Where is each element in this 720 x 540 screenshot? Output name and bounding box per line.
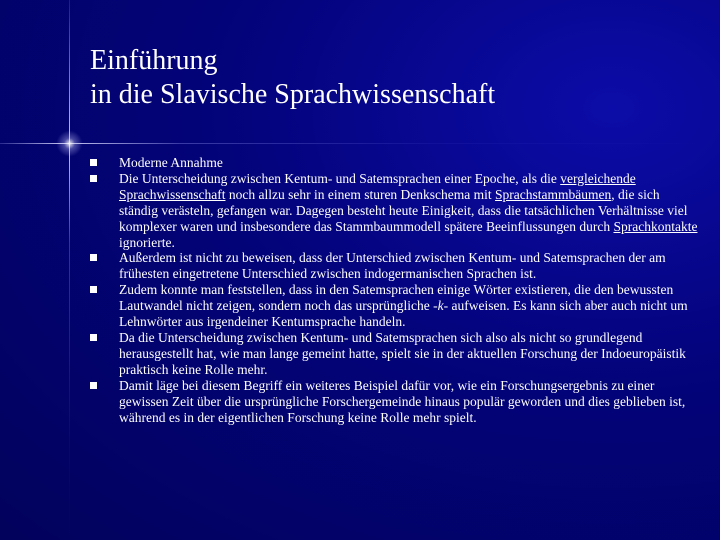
decorative-star-glow (54, 128, 85, 159)
bullet-list (90, 155, 698, 425)
bullet-text: aufweisen. Es kann sich aber auch nicht um Lehnwörter aus irgendeiner Kentumsprache handeln. (119, 298, 688, 330)
bullet-text: Die Unterscheidung zwischen Kentum- und Satemsprachen einer Epoche, als die (119, 170, 561, 186)
link-sprachkontakte[interactable]: Sprachkontakte (613, 218, 698, 234)
bullet-text: Moderne Annahme (119, 155, 223, 170)
bullet-text: Da die Unterscheidung zwischen Kentum- und Satemsprachen sich also als nicht so grundlegend herausgestellt hat, wie man lange gemeint hatte, spielt sie in der aktuellen Forschung der Indoeuropäistik praktisch keine Rolle mehr. (119, 329, 686, 377)
link-vergleichende-sprachwissenschaft[interactable]: vergleichende Sprachwissenschaft (119, 170, 636, 202)
bullet-text: , die sich ständig verästeln, gefangen war. Dagegen besteht heute Einigkeit, dass die tatsächlichen Verhältnisse viel komplexer waren und insbesondere das Stammbaummodell spätere Beeinflussungen durch (119, 186, 688, 234)
slide-title-line-2: in die Slavische Sprachwissenschaft (90, 79, 496, 110)
bullet-text: Damit läge bei diesem Begriff ein weiteres Beispiel dafür vor, wie ein Forschungsergebnis zu einer gewissen Zeit über die ursprüngliche Forschergemeinde hinaus populär geworden und dies geblieben ist, während es in der eigentlichen Forschung keine Rolle mehr spielt. (119, 377, 686, 425)
bullet-item (90, 282, 698, 330)
square-bullet-icon (90, 175, 97, 182)
bullet-text: noch allzu sehr in einem sturen Denkschema mit (225, 186, 496, 202)
bullet-text: ignorierte. (119, 234, 175, 250)
decorative-vertical-line (69, 0, 70, 540)
bullet-item (90, 155, 698, 171)
square-bullet-icon (90, 334, 97, 341)
link-sprachstammbaeumen[interactable]: Sprachstammbäumen (495, 186, 612, 202)
bullet-text-italic: -k- (433, 298, 449, 314)
bullet-item (90, 330, 698, 378)
bullet-text: Außerdem ist nicht zu beweisen, dass der Unterschied zwischen Kentum- und Satemsprachen der am frühesten eingetretene Unterschied zwischen indogermanischen Sprachen ist. (119, 250, 666, 282)
square-bullet-icon (90, 382, 97, 389)
decorative-horizontal-line (0, 143, 720, 144)
slide-title-line-1: Einführung (90, 45, 218, 76)
bullet-item (90, 378, 698, 426)
square-bullet-icon (90, 254, 97, 261)
square-bullet-icon (90, 159, 97, 166)
bullet-item (90, 171, 698, 251)
slide-title (90, 44, 690, 112)
square-bullet-icon (90, 286, 97, 293)
bullet-text: Zudem konnte man feststellen, dass in den Satemsprachen einige Wörter existieren, die den bewussten Lautwandel nicht zeigen, sondern noch das ursprüngliche (119, 282, 674, 314)
bullet-item (90, 250, 698, 282)
